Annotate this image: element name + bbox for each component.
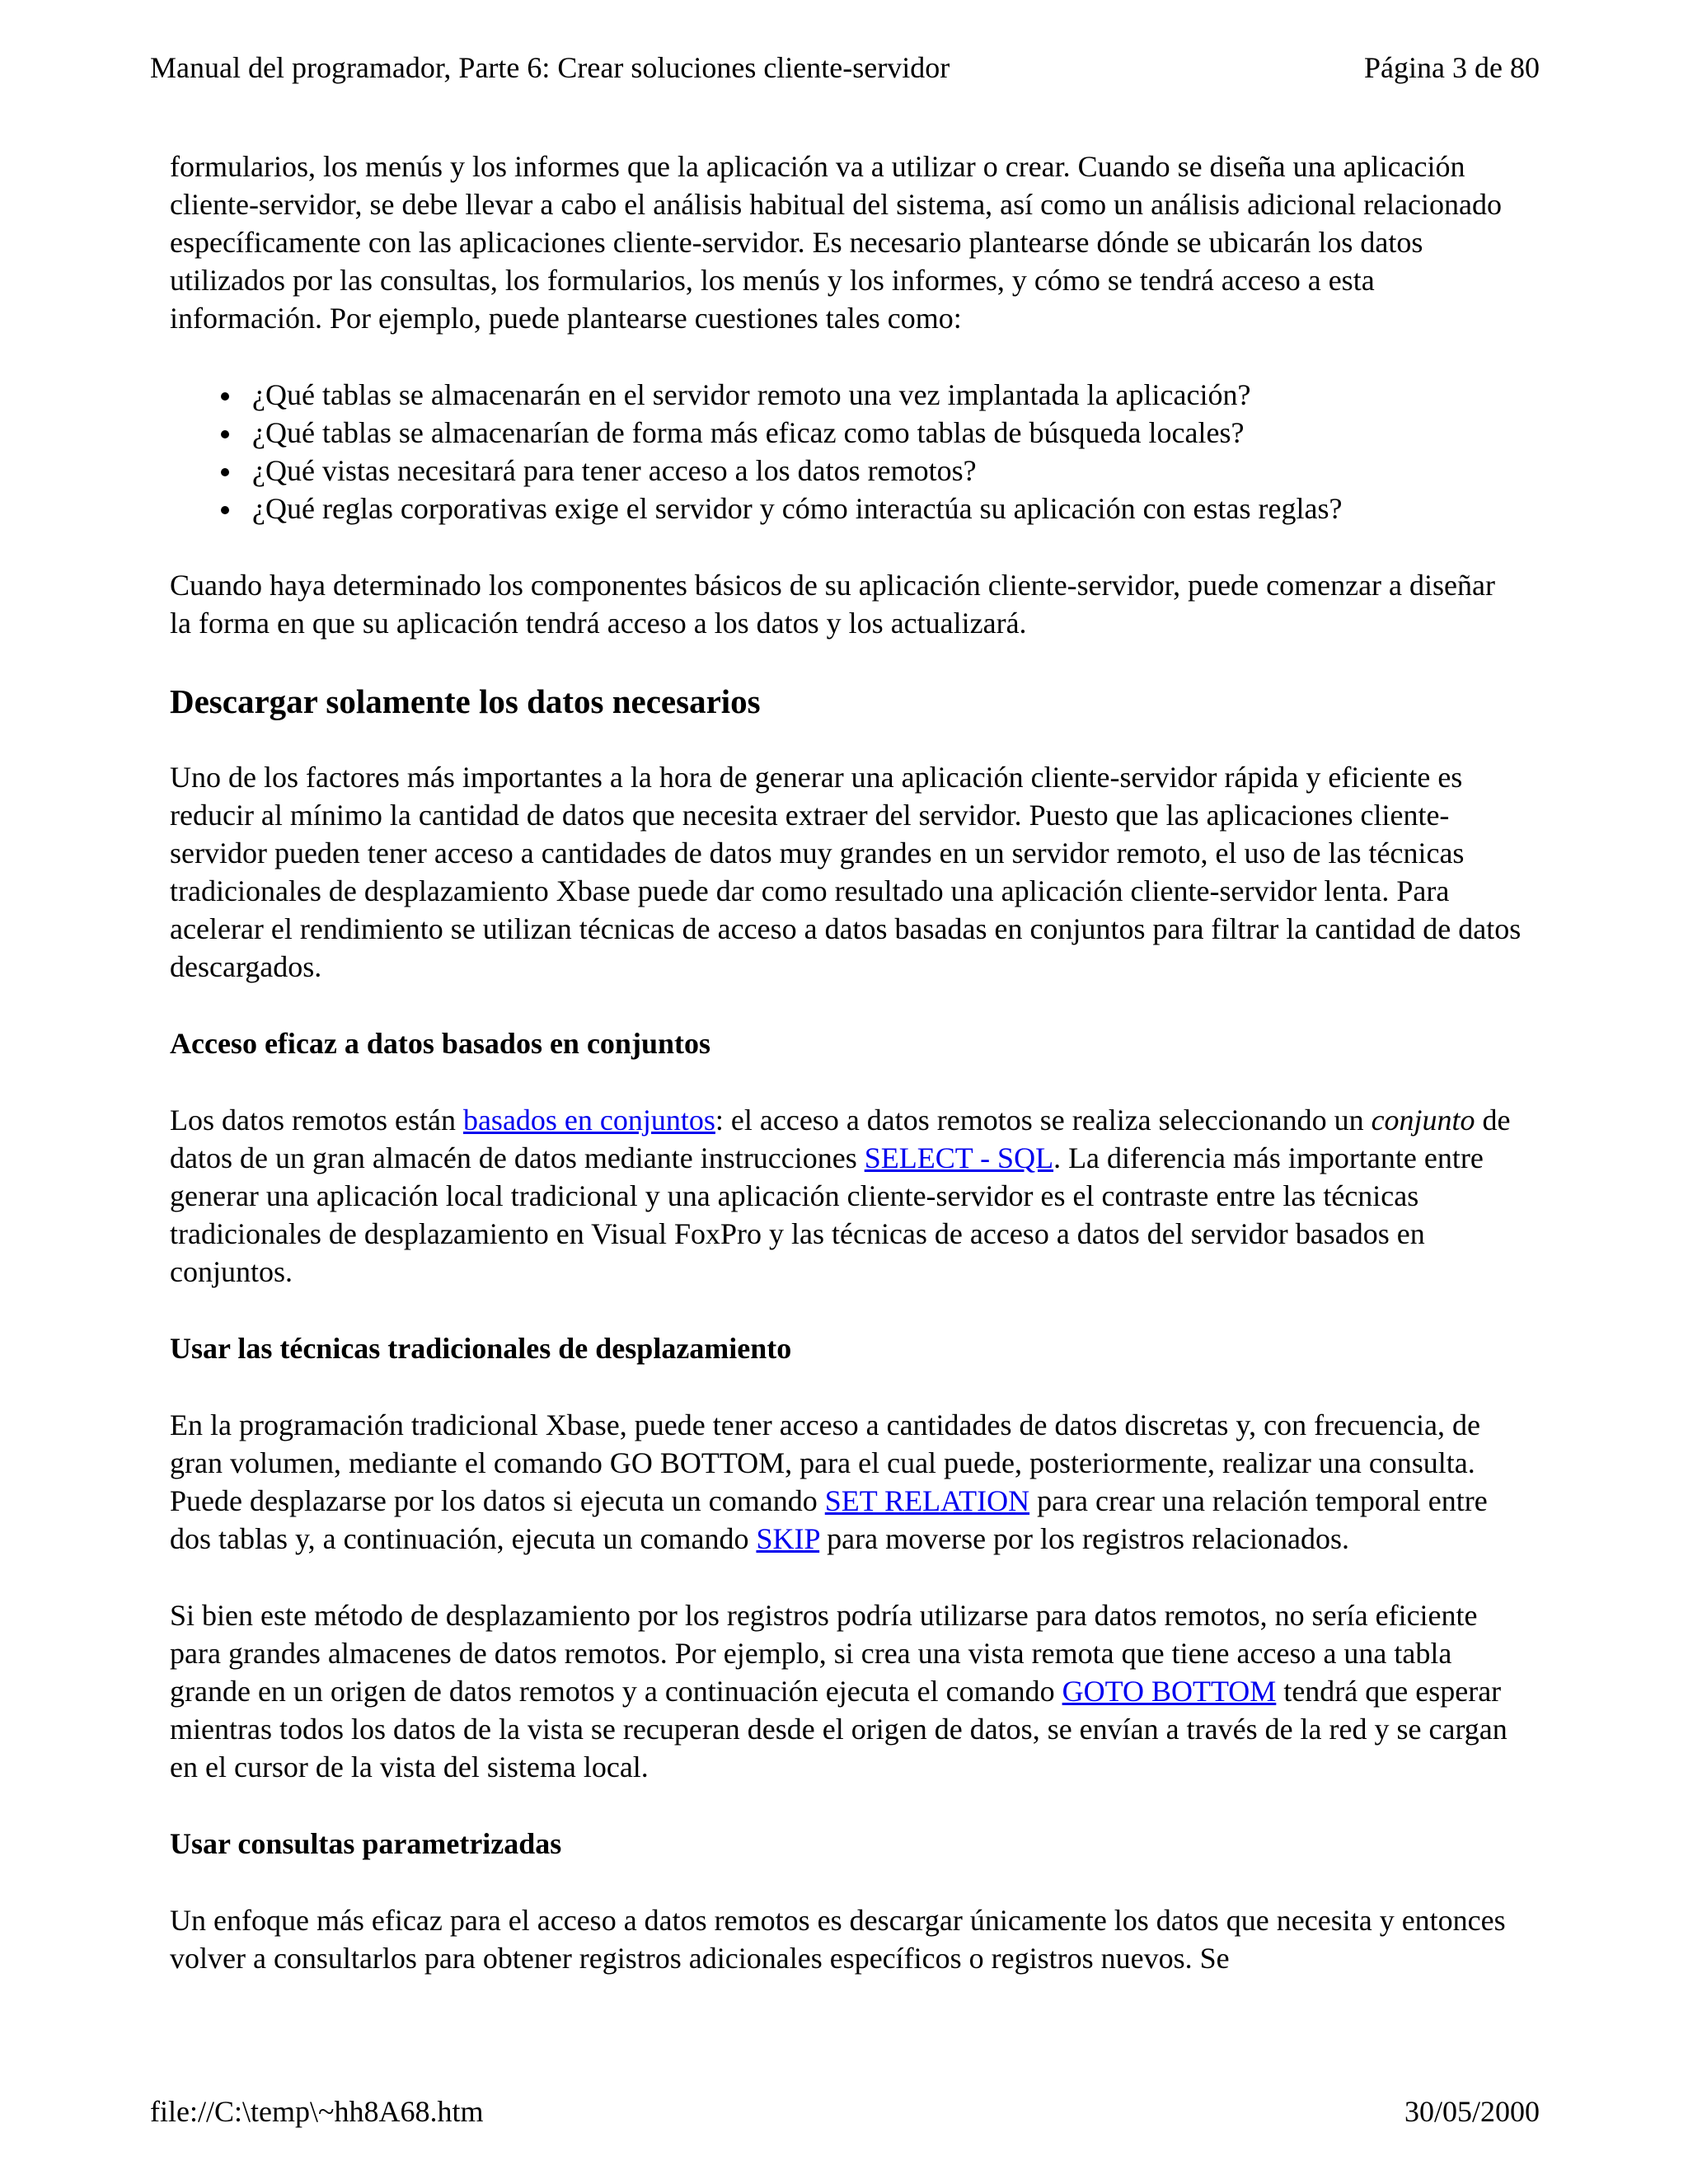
question-list [170, 376, 1522, 527]
link-goto-bottom[interactable]: GOTO BOTTOM [1062, 1675, 1277, 1708]
traditional-navigation-paragraph-2: Si bien este método de desplazamiento por los registros podría utilizarse para datos remotos, no sería eficiente para grandes almacenes de datos remotos. Por ejemplo, si crea una vista remota que tiene acceso a una tabla grande en un origen de datos remotos y a continuación ejecuta el comando GOTO BOTTOM tendrá que esperar mientras todos los datos de la vista se recuperan desde el origen de datos, se envían a través de la red y se cargan en el cursor de la vista del sistema local. [170, 1599, 1507, 1783]
list-item: ¿Qué tablas se almacenarán en el servidor remoto una vez implantada la aplicación? [252, 376, 1522, 414]
section-heading: Descargar solamente los datos necesarios [170, 682, 761, 720]
page-footer [150, 2093, 1540, 2130]
document-title: Manual del programador, Parte 6: Crear soluciones cliente-servidor [150, 51, 950, 84]
list-item: ¿Qué tablas se almacenarían de forma más eficaz como tablas de búsqueda locales? [252, 414, 1522, 452]
section-paragraph: Uno de los factores más importantes a la hora de generar una aplicación cliente-servidor rápida y eficiente es reducir al mínimo la cantidad de datos que necesita extraer del servidor. Puesto que las aplicaciones cliente-servidor pueden tener acceso a cantidades de datos muy grandes en un servidor remoto, el uso de las técnicas tradicionales de desplazamiento Xbase puede dar como resultado una aplicación cliente-servidor lenta. Para acelerar el rendimiento se utilizan técnicas de acceso a datos basadas en conjuntos para filtrar la cantidad de datos descargados. [170, 761, 1522, 983]
intro-paragraph: formularios, los menús y los informes que la aplicación va a utilizar o crear. Cuando se diseña una aplicación cliente-servidor, se debe llevar a cabo el análisis habitual del sistema, así como un análisis adicional relacionado específicamente con las aplicaciones cliente-servidor. Es necesario plantearse dónde se ubicarán los datos utilizados por las consultas, los formularios, los menús y los informes, y cómo se tendrá acceso a esta información. Por ejemplo, puede plantearse cuestiones tales como: [170, 150, 1502, 335]
page-header [150, 49, 1540, 86]
traditional-navigation-paragraph-1: En la programación tradicional Xbase, puede tener acceso a cantidades de datos discretas y, con frecuencia, de gran volumen, mediante el comando GO BOTTOM, para el cual puede, posteriormente, realizar una consulta. Puede desplazarse por los datos si ejecuta un comando SET RELATION para crear una relación temporal entre dos tablas y, a continuación, ejecuta un comando SKIP para moverse por los registros relacionados. [170, 1408, 1488, 1555]
document-body [170, 148, 1522, 2016]
emphasis-conjunto: conjunto [1371, 1104, 1475, 1137]
subheading-traditional-navigation: Usar las técnicas tradicionales de desplazamiento [170, 1332, 792, 1365]
page-number: Página 3 de 80 [1364, 51, 1540, 84]
parameterized-queries-paragraph: Un enfoque más eficaz para el acceso a datos remotos es descargar únicamente los datos que necesita y entonces volver a consultarlos para obtener registros adicionales específicos o registros nuevos. Se [170, 1904, 1506, 1975]
set-access-paragraph: Los datos remotos están basados en conjuntos: el acceso a datos remotos se realiza seleccionando un conjunto de datos de un gran almacén de datos mediante instrucciones SELECT - SQL. La diferencia más importante entre generar una aplicación local tradicional y una aplicación cliente-servidor es el contraste entre las técnicas tradicionales de desplazamiento en Visual FoxPro y las técnicas de acceso a datos del servidor basados en conjuntos. [170, 1104, 1511, 1288]
subheading-parameterized-queries: Usar consultas parametrizadas [170, 1827, 562, 1860]
list-item: ¿Qué reglas corporativas exige el servidor y cómo interactúa su aplicación con estas reglas? [252, 490, 1522, 527]
link-basados-en-conjuntos[interactable]: basados en conjuntos [462, 1104, 715, 1137]
print-date: 30/05/2000 [1404, 2095, 1540, 2128]
file-path: file://C:\temp\~hh8A68.htm [150, 2095, 484, 2128]
link-select-sql[interactable]: SELECT - SQL [864, 1141, 1054, 1174]
link-skip[interactable]: SKIP [756, 1522, 820, 1555]
link-set-relation[interactable]: SET RELATION [824, 1484, 1030, 1517]
subheading-set-access: Acceso eficaz a datos basados en conjuntos [170, 1027, 710, 1060]
list-item: ¿Qué vistas necesitará para tener acceso a los datos remotos? [252, 452, 1522, 490]
intro-closing-paragraph: Cuando haya determinado los componentes básicos de su aplicación cliente-servidor, puede comenzar a diseñar la forma en que su aplicación tendrá acceso a los datos y los actualizará. [170, 569, 1495, 640]
